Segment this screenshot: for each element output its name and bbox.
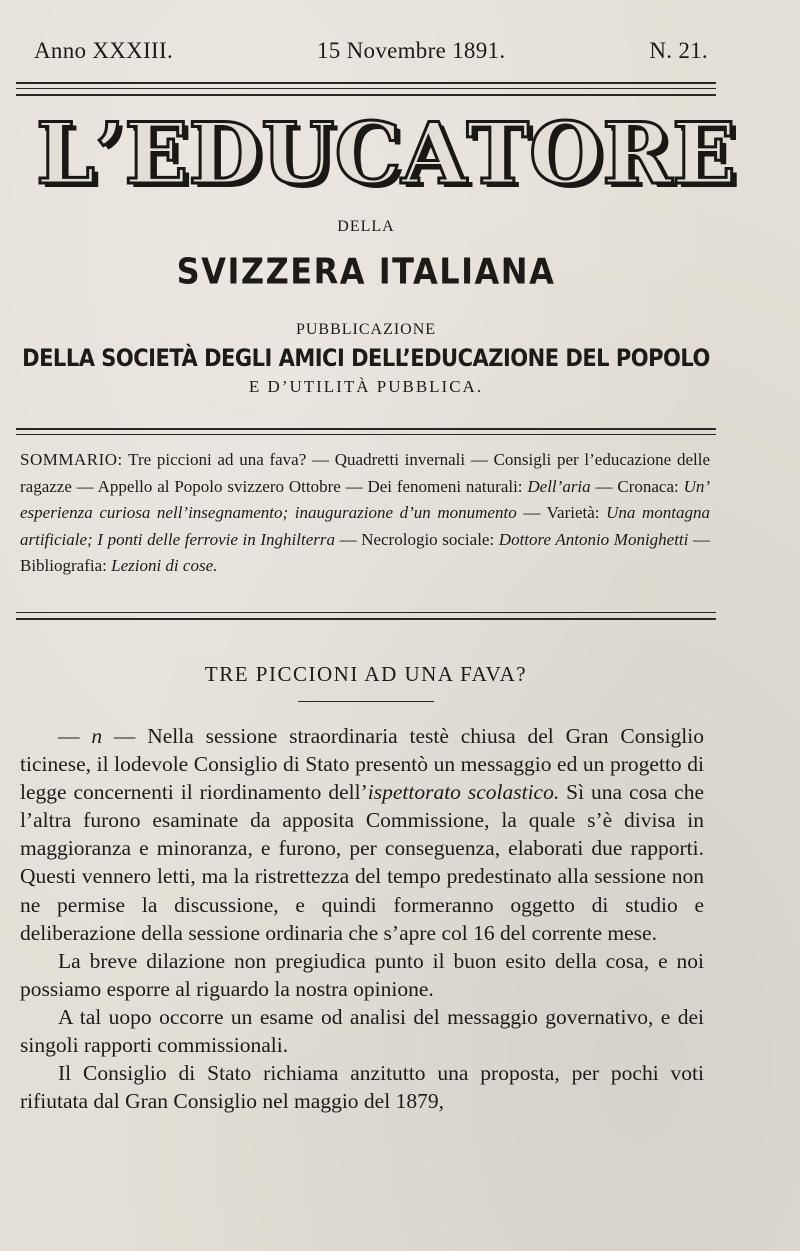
summary-rule-bottom-2 (16, 618, 716, 620)
masthead-letter: C (334, 104, 402, 203)
summary-label: SOMMARIO: (20, 450, 123, 469)
paragraph (20, 722, 704, 947)
paragraph-text: Sì una cosa che l’altra furono esaminate da apposita Commissione, la quale s’è divisa in maggioranza e minoranza, e furono, per conseguenza, elaborati due rapporti. Questi vennero letti, ma la ristrettezza del tempo predestinato alla sessione non ne permise la discussione, e quindi formeranno oggetto di studio e deliberazione della sessione ordinaria che s’apre col 16 del corrente mese. (20, 780, 705, 945)
paragraph: La breve dilazione non pregiudica punto il buon esito della cosa, e noi possiamo esporre al riguardo la nostra opinione. (20, 948, 704, 1001)
summary-rule-top-1 (16, 428, 716, 430)
summary-montagna: Una montagna artificiale; I ponti delle ferrovie in Inghilterra (20, 503, 710, 549)
title-underline (298, 701, 434, 702)
masthead-letter: R (602, 104, 672, 203)
paragraph: Il Consiglio di Stato richiama anzitutto una proposta, per pochi voti rifiutata dal Gran Consiglio nel maggio del 1879, (20, 1061, 704, 1114)
masthead-letter: ’ (95, 104, 125, 203)
masthead-letter: E (672, 104, 737, 203)
masthead-letter: E (124, 104, 189, 203)
header-rule-mid (16, 88, 716, 89)
summary-rule-bottom-1 (16, 612, 716, 613)
masthead-subtitle: SVIZZERA ITALIANA (176, 249, 556, 293)
summary-dottore: Dottore Antonio Monighetti (498, 529, 689, 549)
publication-label: PUBBLICAZIONE (295, 321, 437, 338)
paragraph-italic: ispettorato scolastico. (367, 780, 560, 805)
summary-block (20, 447, 710, 580)
issue-header (34, 38, 708, 64)
masthead-letter: T (466, 104, 530, 203)
masthead-letter: O (529, 104, 603, 203)
summary-dellaria: Dell’aria (527, 476, 591, 496)
summary-rule-top-2 (16, 434, 716, 435)
author-initial: n (91, 724, 103, 748)
summary-text: — Necrologio sociale: (334, 529, 499, 549)
header-rule-top (16, 82, 716, 84)
issue-date: 15 Novembre 1891. (316, 38, 506, 63)
summary-lezioni: Lezioni di cose. (111, 556, 218, 575)
paragraph: A tal uopo occorre un esame od analisi del messaggio governativo, e dei singoli rapporti commissionali. (20, 1004, 704, 1058)
masthead-letter: A (401, 104, 467, 203)
masthead-letter: L (36, 104, 96, 203)
paragraph-dash: — (58, 724, 92, 748)
utility-line: E D’UTILITÀ PUBBLICA. (248, 377, 484, 396)
article-body (20, 722, 704, 1115)
paragraph-text: — Nella sessione straordinaria testè chiusa del Gran Consiglio ticinese, il lodevole Consiglio di Stato presentò un messaggio ed un progetto di legge concernenti il riordinamento dell’ (20, 724, 705, 805)
issue-number: N. 21. (649, 38, 708, 63)
summary-text: — Varietà: (516, 503, 607, 522)
article-title: TRE PICCIONI AD UNA FAVA? (204, 662, 528, 686)
volume-label: Anno XXXIII. (34, 38, 174, 63)
masthead-letter: D (188, 104, 262, 203)
masthead-title (36, 104, 737, 203)
summary-esperienza: Un’ esperienza curiosa nell’insegnamento; inaugurazione d’un monumento (20, 476, 711, 522)
header-rule-bottom (16, 94, 716, 96)
summary-text: — Cronaca: (590, 476, 684, 496)
summary-text: — Bibliografia: (20, 529, 710, 575)
summary-text: Tre piccioni ad una fava? — Quadretti invernali — Consigli per l’educazione delle ragazze — Appello al Popolo svizzero Ottobre — Dei fenomeni naturali: (20, 450, 710, 496)
masthead-letter: U (261, 104, 335, 203)
masthead-della: DELLA (337, 218, 395, 235)
society-name: DELLA SOCIETÀ DEGLI AMICI DELL’EDUCAZIONE DEL POPOLO (22, 344, 710, 372)
